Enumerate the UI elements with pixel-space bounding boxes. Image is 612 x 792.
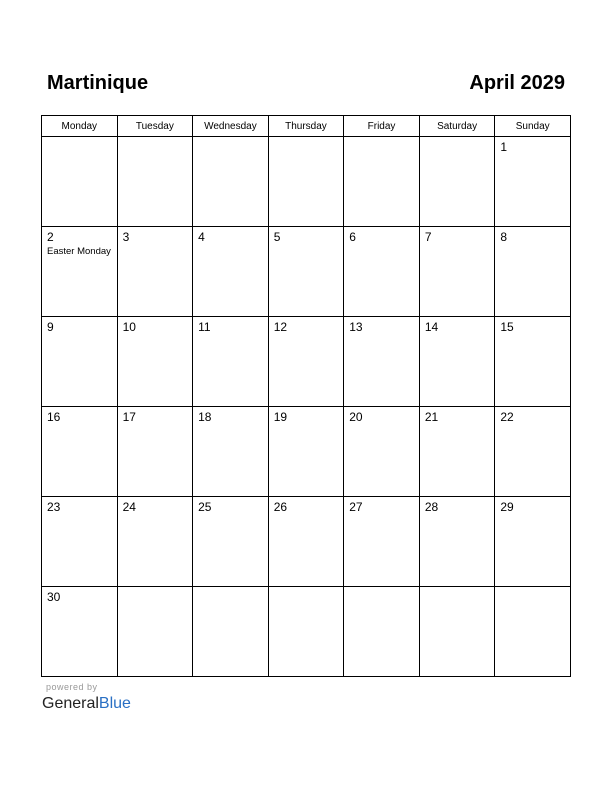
weekday-header: Friday — [344, 116, 420, 137]
day-cell — [268, 497, 344, 587]
day-number: 6 — [349, 230, 356, 244]
week-row — [42, 587, 571, 677]
day-number: 13 — [349, 320, 363, 334]
day-cell — [495, 587, 571, 677]
day-cell — [268, 317, 344, 407]
day-number — [118, 587, 193, 591]
day-number — [118, 137, 193, 141]
day-number: 11 — [198, 320, 211, 334]
day-cell — [344, 137, 420, 227]
day-cell — [117, 137, 193, 227]
day-number: 12 — [273, 320, 288, 334]
day-cell — [495, 227, 571, 317]
day-cell — [495, 137, 571, 227]
weekday-header-row — [42, 116, 571, 137]
powered-by-label: powered by — [46, 682, 98, 692]
day-number: 14 — [424, 320, 439, 334]
week-row — [42, 317, 571, 407]
month-year-title: April 2029 — [469, 72, 565, 94]
weekday-header: Sunday — [495, 116, 571, 137]
brand-general-text: General — [42, 695, 99, 712]
day-cell — [268, 407, 344, 497]
day-cell — [193, 587, 269, 677]
day-cell — [344, 317, 420, 407]
day-cell — [193, 137, 269, 227]
day-number: 29 — [500, 500, 514, 514]
day-number — [193, 587, 268, 591]
day-number: 15 — [500, 320, 514, 334]
day-cell — [117, 227, 193, 317]
day-cell — [419, 407, 495, 497]
calendar-grid — [41, 115, 571, 677]
day-cell — [117, 497, 193, 587]
day-cell — [419, 587, 495, 677]
day-cell — [42, 497, 118, 587]
day-number: 1 — [500, 140, 508, 154]
day-number: 10 — [122, 320, 136, 334]
day-cell — [419, 137, 495, 227]
day-number: 2 — [47, 230, 54, 244]
day-cell — [42, 317, 118, 407]
weekday-header: Monday — [42, 116, 118, 137]
day-number: 25 — [198, 500, 212, 514]
day-number: 17 — [122, 410, 136, 424]
holiday-label: Easter Monday — [47, 246, 111, 257]
week-row — [42, 407, 571, 497]
day-cell — [344, 407, 420, 497]
day-number: 24 — [122, 500, 136, 514]
day-number: 8 — [500, 230, 508, 244]
week-row — [42, 227, 571, 317]
generalblue-logo[interactable] — [42, 694, 131, 714]
day-cell — [42, 137, 118, 227]
day-number: 16 — [47, 410, 61, 424]
day-cell — [268, 587, 344, 677]
day-cell — [42, 227, 118, 317]
day-cell — [268, 137, 344, 227]
weekday-header: Tuesday — [117, 116, 193, 137]
week-row — [42, 137, 571, 227]
weekday-header: Thursday — [268, 116, 344, 137]
day-number: 5 — [273, 230, 281, 244]
day-cell — [193, 317, 269, 407]
brand-blue-text: Blue — [98, 695, 131, 712]
day-number — [269, 137, 344, 141]
day-cell — [117, 407, 193, 497]
day-number: 26 — [273, 500, 288, 514]
day-number: 3 — [122, 230, 130, 244]
weekday-header: Wednesday — [193, 116, 269, 137]
day-cell — [42, 587, 118, 677]
day-cell — [193, 227, 269, 317]
day-number — [42, 137, 117, 141]
day-number: 19 — [273, 410, 288, 424]
day-cell — [344, 227, 420, 317]
day-number: 22 — [500, 410, 514, 424]
day-number: 28 — [424, 500, 439, 514]
day-cell — [193, 407, 269, 497]
day-cell — [419, 227, 495, 317]
day-cell — [344, 587, 420, 677]
day-cell — [419, 497, 495, 587]
day-cell — [42, 407, 118, 497]
day-number — [495, 587, 570, 591]
day-cell — [193, 497, 269, 587]
day-cell — [495, 317, 571, 407]
day-cell — [419, 317, 495, 407]
day-number: 18 — [198, 410, 212, 424]
day-number — [344, 137, 419, 141]
day-cell — [117, 587, 193, 677]
day-number: 4 — [198, 230, 205, 244]
day-number: 20 — [349, 410, 363, 424]
day-number: 7 — [424, 230, 432, 244]
day-cell — [495, 407, 571, 497]
day-number — [420, 587, 495, 591]
day-number: 9 — [47, 320, 54, 334]
day-number — [269, 587, 344, 591]
day-number: 30 — [47, 590, 61, 604]
day-cell — [268, 227, 344, 317]
day-number — [420, 137, 495, 141]
week-row — [42, 497, 571, 587]
weekday-header: Saturday — [419, 116, 495, 137]
region-title: Martinique — [47, 72, 149, 94]
day-cell — [495, 497, 571, 587]
day-number — [193, 137, 268, 141]
day-cell — [344, 497, 420, 587]
day-number: 27 — [349, 500, 363, 514]
day-number: 23 — [47, 500, 61, 514]
day-number — [344, 587, 419, 591]
day-cell — [117, 317, 193, 407]
day-number: 21 — [424, 410, 439, 424]
